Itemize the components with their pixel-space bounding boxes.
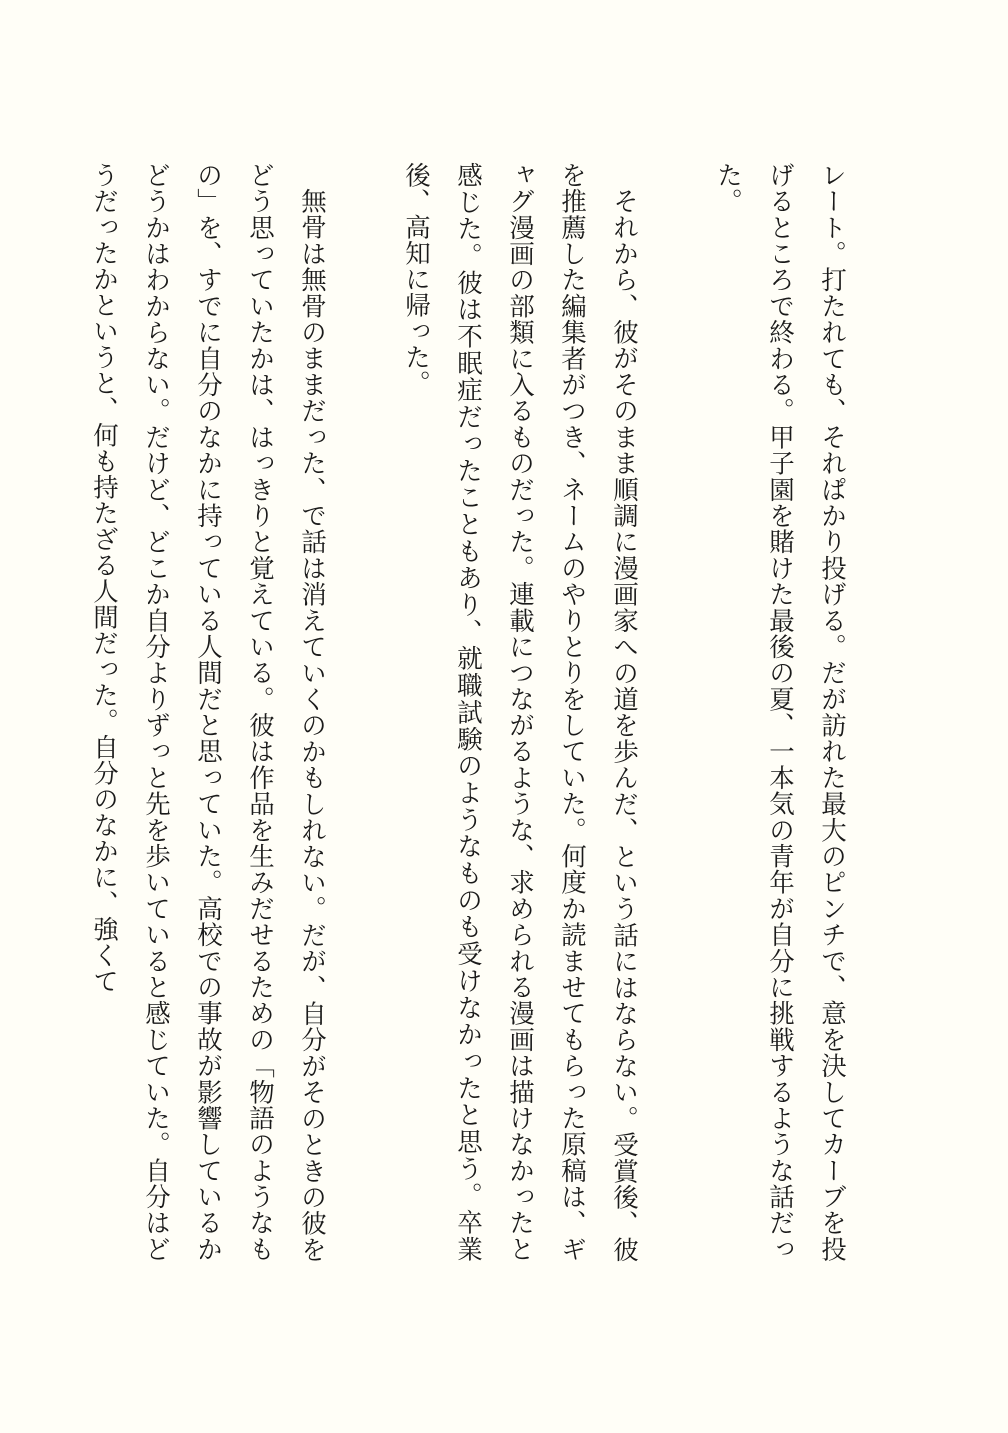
paragraph-1: レート。打たれても、それぱかり投げる。だが訪れた最大のピンチで、意を決してカーブを投げるところで終わる。甲子園を賭けた最後の夏、一本気の青年が自分に挑戦するような話だった。 [713, 162, 847, 1262]
paragraph-spacer [338, 162, 390, 1262]
paragraph-2: それから、彼がそのまま順調に漫画家への道を歩んだ、という話にはならない。受賞後、彼を推薦した編集者がつき、ネームのやりとりをしていた。何度か読ませてもらった原稿は、ギャグ漫画の部類に入るものだった。連載につながるような、求められる漫画は描けなかったと感じた。彼は不眠症だったこともあり、就職試験のようなものも受けなかったと思う。卒業後、高知に帰った。 [401, 162, 639, 1262]
vertical-text-body [78, 162, 858, 1262]
paragraph-spacer [650, 162, 702, 1262]
paragraph-3: 無骨は無骨のままだった、で話は消えていくのかもしれない。だが、自分がそのときの彼をどう思っていたかは、はっきりと覚えている。彼は作品を生みだせるための「物語のようなもの」を、すでに自分のなかに持っている人間だと思っていた。高校での事故が影響しているかどうかはわからない。だけど、どこか自分よりずっと先を歩いていると感じていた。自分はどうだったかというと、何も持たざる人間だった。自分のなかに、強くて [89, 162, 327, 1263]
